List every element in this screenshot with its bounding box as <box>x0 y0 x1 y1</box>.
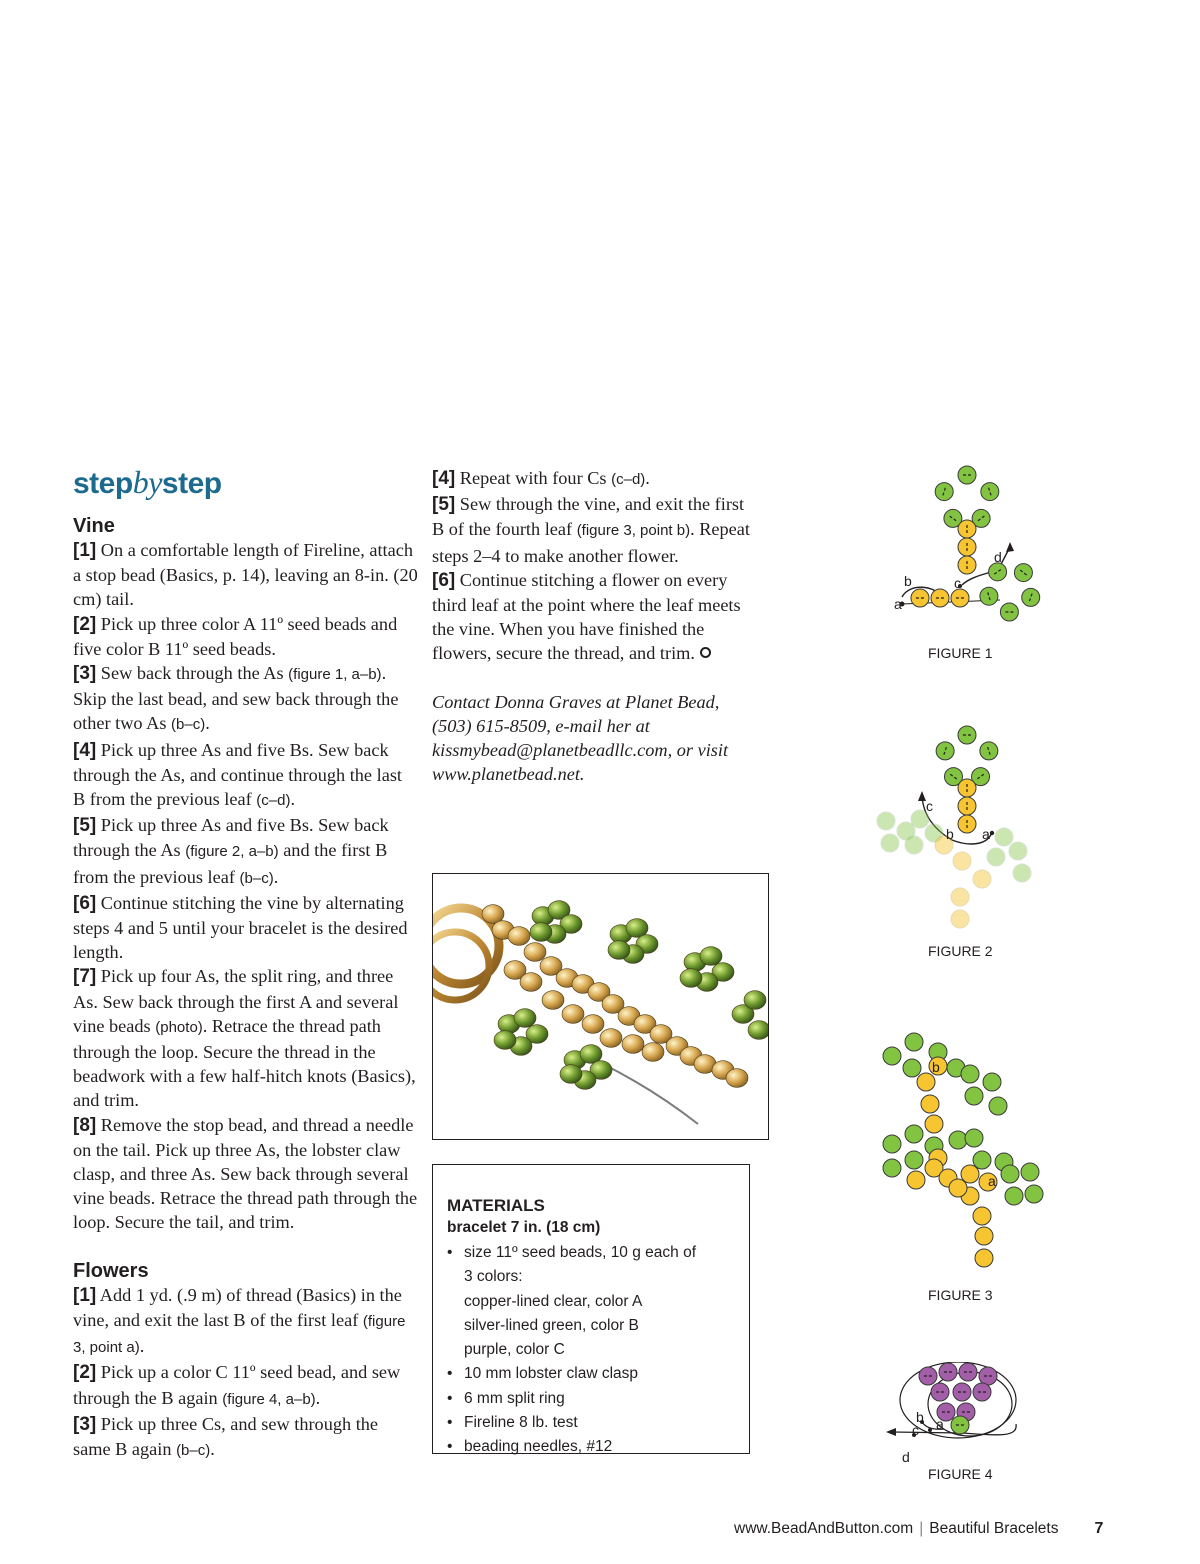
footer-title: Beautiful Bracelets <box>929 1520 1059 1537</box>
step-text: Repeat with four Cs <box>455 468 612 488</box>
leaf-bead <box>935 483 953 501</box>
figure-4-label-a: a <box>936 1416 944 1432</box>
leaf-bead-b <box>965 1129 983 1147</box>
faded-bead-b <box>905 836 923 854</box>
step-number: [8] <box>73 1114 97 1136</box>
figure-2-diagram <box>870 725 1050 940</box>
leaf-bead-b <box>989 1097 1007 1115</box>
flowers-cont-step-2 <box>432 492 752 568</box>
photo-bead <box>520 973 542 992</box>
step-text: . <box>315 1387 321 1408</box>
leaf-bead <box>936 742 954 760</box>
photo-bead <box>622 1035 644 1054</box>
figure-reference: (figure 1, a–b) <box>288 666 382 684</box>
bracelet-photo <box>432 873 769 1140</box>
flowers-step-1 <box>73 1283 418 1361</box>
leaf-bead-b <box>951 1416 969 1434</box>
leaf-bead <box>958 726 976 744</box>
vine-bead-a <box>975 1249 993 1267</box>
vine-step-7 <box>73 964 418 1112</box>
vine-bead-a <box>921 1095 939 1113</box>
faded-bead-a <box>953 852 971 870</box>
figure-2-label-a: a <box>982 826 990 842</box>
vine-bead-a <box>958 815 976 833</box>
step-number: [1] <box>73 1284 97 1306</box>
leaf-bead <box>980 742 998 760</box>
figure-reference: (b–c) <box>176 1441 211 1459</box>
step-number: [3] <box>73 663 97 685</box>
materials-list <box>447 1241 749 1460</box>
figure-4-caption: FIGURE 4 <box>928 1466 993 1482</box>
figure-4-diagram <box>870 1362 1050 1467</box>
photo-bead <box>524 943 546 962</box>
vine-step-4 <box>73 738 418 814</box>
figure-2-label-c: c <box>926 798 933 814</box>
flower-bead-c <box>939 1363 957 1381</box>
step-text: . <box>273 866 279 887</box>
vine-bead-a <box>949 1179 967 1197</box>
vine-bead-a <box>931 589 949 607</box>
step-text: . <box>205 713 210 734</box>
step-text: . <box>290 789 296 810</box>
figure-1-caption: FIGURE 1 <box>928 645 993 661</box>
step-text: Pick up three color A 11º seed beads and five color B 11º seed beads. <box>73 613 398 659</box>
figure-3-diagram <box>870 1020 1050 1285</box>
vine-bead-a <box>951 589 969 607</box>
materials-item: • beading needles, #12 <box>447 1435 749 1459</box>
flowers-step-2 <box>73 1360 418 1411</box>
faded-bead-b <box>1013 864 1031 882</box>
flower-bead-c <box>973 1383 991 1401</box>
flower-bead-c <box>931 1383 949 1401</box>
step-text: . <box>139 1336 145 1357</box>
photo-bead <box>560 1065 582 1084</box>
flowers-cont-step-3 <box>432 568 752 666</box>
step-text: . <box>210 1438 215 1459</box>
vine-bead-a <box>925 1115 943 1133</box>
faded-bead-b <box>1009 842 1027 860</box>
leaf-bead-b <box>905 1125 923 1143</box>
leaf-bead <box>958 466 976 484</box>
photo-bead <box>748 1021 768 1040</box>
vine-step-6 <box>73 891 418 965</box>
materials-heading: MATERIALS <box>447 1196 545 1215</box>
leaf-bead <box>1000 603 1018 621</box>
step-text: Pick up three As and five Bs. Sew back through the As, and continue through the last B from the previous leaf <box>73 739 403 810</box>
vine-step-1 <box>73 538 418 612</box>
vine-bead-a <box>975 1227 993 1245</box>
flowers-step-3 <box>73 1412 418 1463</box>
leaf-bead <box>1022 588 1040 606</box>
figure-reference: (figure 2, a–b) <box>185 843 279 861</box>
leaf-bead-b <box>1001 1165 1019 1183</box>
flowers-steps <box>73 1283 418 1463</box>
step-number: [6] <box>73 892 97 914</box>
vine-bead-a <box>958 520 976 538</box>
photo-bead <box>600 1029 622 1048</box>
step-text: . Repeat steps 2–4 to make another flower. <box>432 519 750 566</box>
figure-3-caption: FIGURE 3 <box>928 1287 993 1303</box>
photo-bead <box>744 991 766 1010</box>
figure-3-label-a: a <box>988 1173 996 1189</box>
step-text: Add 1 yd. (.9 m) of thread (Basics) in the vine, and exit the last B of the first leaf <box>73 1284 402 1330</box>
materials-item: silver-lined green, color B <box>464 1316 639 1334</box>
figure-2-caption: FIGURE 2 <box>928 943 993 959</box>
photo-bead <box>542 991 564 1010</box>
figure-1-label-d: d <box>994 549 1002 565</box>
page-number: 7 <box>1094 1520 1104 1537</box>
photo-bead <box>582 1015 604 1034</box>
step-number: [6] <box>432 569 456 591</box>
leaf-bead-b <box>883 1135 901 1153</box>
step-number: [1] <box>73 540 97 561</box>
step-number: [4] <box>432 468 456 489</box>
step-text: On a comfortable length of Fireline, attach a stop bead (Basics, p. 14), leaving an 8-in. (20 cm) tail. <box>73 540 418 610</box>
flowers-steps-continued <box>432 466 752 666</box>
step-number: [5] <box>432 494 456 516</box>
footer-site: www.BeadAndButton.com <box>734 1520 914 1537</box>
step-text: Continue stitching a flower on every third leaf at the point where the leaf meets the vine. When you have finished the flowers, secure the thread, and trim. <box>432 569 741 664</box>
photo-bead <box>642 1043 664 1062</box>
figure-1-label-a: a <box>894 596 902 612</box>
materials-item: • size 11º seed beads, 10 g each of <box>447 1241 749 1265</box>
figure-reference: (c–d) <box>611 471 646 488</box>
vine-bead-a <box>907 1171 925 1189</box>
figure-1-label-b: b <box>904 573 912 589</box>
vine-bead-a <box>961 1165 979 1183</box>
brand-heading: stepbystep <box>73 464 222 500</box>
leaf-bead-b <box>903 1059 921 1077</box>
materials-item: • 6 mm split ring <box>447 1387 749 1411</box>
leaf-bead-b <box>1005 1187 1023 1205</box>
step-text: Sew back through the As <box>96 663 289 684</box>
leaf-bead <box>1014 564 1032 582</box>
materials-item: 3 colors: <box>464 1268 523 1286</box>
step-text: Sew through the vine, and exit the first B of the fourth leaf <box>432 494 745 540</box>
contact-info: Contact Donna Graves at Planet Bead, (503) 615-8509, e-mail her at kissmybead@planetbeadllc.com, or visit www.planetbead.net. <box>432 691 729 785</box>
vine-bead-a <box>958 538 976 556</box>
figure-reference: (b–c) <box>239 869 274 887</box>
materials-subheading: bracelet 7 in. (18 cm) <box>447 1219 601 1236</box>
vine-bead-a <box>958 797 976 815</box>
faded-bead-b <box>995 828 1013 846</box>
step-text: Continue stitching the vine by alternating steps 4 and 5 until your bracelet is the desired length. <box>73 892 408 963</box>
step-number: [4] <box>73 739 97 761</box>
figure-4-label-b: b <box>916 1409 924 1425</box>
leaf-bead-b <box>983 1073 1001 1091</box>
vine-step-2 <box>73 612 418 661</box>
faded-bead-a <box>951 910 969 928</box>
step-text: Remove the stop bead, and thread a needle on the tail. Pick up three As, the lobster claw clasp, and three As. Sew back through several vine beads. Retrace the thread path through the loop. Secure the tail, and trim. <box>73 1114 418 1233</box>
faded-bead-b <box>987 848 1005 866</box>
figure-reference: (figure 3, point a) <box>73 1312 406 1357</box>
step-number: [2] <box>73 1362 97 1384</box>
step-number: [3] <box>73 1413 97 1435</box>
materials-item: copper-lined clear, color A <box>464 1292 643 1310</box>
bracelet-illustration <box>433 874 768 1139</box>
vine-step-3 <box>73 661 418 738</box>
vine-bead-a <box>917 1073 935 1091</box>
photo-bead <box>508 927 530 946</box>
vine-step-8 <box>73 1113 418 1235</box>
step-text: Pick up four As, the split ring, and three As. Sew back through the first A and several vine beads <box>73 966 399 1036</box>
leaf-bead-b <box>949 1131 967 1149</box>
vine-bead-a <box>973 1207 991 1225</box>
materials-box <box>432 1164 750 1454</box>
leaf-bead-b <box>973 1151 991 1169</box>
step-text: . <box>645 468 650 488</box>
end-of-article-icon <box>700 647 711 658</box>
flower-bead-c <box>953 1383 971 1401</box>
figure-reference: (photo) <box>155 1018 203 1036</box>
faded-bead-a <box>973 870 991 888</box>
photo-bead <box>494 1031 516 1050</box>
figure-1-diagram <box>870 462 1050 662</box>
faded-bead-b <box>877 812 895 830</box>
step-text: Pick up a color C 11º seed bead, and sew through the B again <box>73 1362 401 1408</box>
photo-bead <box>726 1069 748 1088</box>
photo-bead <box>608 941 630 960</box>
materials-item: • Fireline 8 lb. test <box>447 1411 749 1435</box>
step-text: . Retrace the thread path through the loop. Secure the thread in the beadwork with a few half-hitch knots (Basics), and trim. <box>73 1015 416 1111</box>
middle-column <box>432 466 752 786</box>
step-text: Pick up three As and five Bs. Sew back through the As <box>73 815 389 861</box>
materials-item: • 10 mm lobster claw clasp <box>447 1362 749 1386</box>
flower-bead-c <box>979 1367 997 1385</box>
leaf-bead-b <box>1021 1163 1039 1181</box>
vine-steps <box>73 538 418 1235</box>
photo-bead <box>530 923 552 942</box>
flowers-heading: Flowers <box>73 1259 149 1282</box>
page-footer: www.BeadAndButton.com | Beautiful Bracelets 7 <box>734 1520 1104 1537</box>
faded-bead-b <box>881 834 899 852</box>
figure-4-label-d: d <box>902 1449 910 1465</box>
flowers-cont-step-1 <box>432 466 752 492</box>
leaf-bead <box>981 483 999 501</box>
step-text: and the first B from the previous leaf <box>73 840 388 887</box>
photo-bead <box>680 969 702 988</box>
step-text: Pick up three Cs, and sew through the same B again <box>73 1413 379 1459</box>
vine-heading: Vine <box>73 515 115 537</box>
leaf-bead-b <box>905 1151 923 1169</box>
leaf-bead <box>989 563 1007 581</box>
vine-bead-a <box>911 589 929 607</box>
leaf-bead-b <box>883 1159 901 1177</box>
flower-bead-c <box>919 1367 937 1385</box>
vine-step-5 <box>73 813 418 891</box>
figure-2-label-b: b <box>946 826 954 842</box>
leaf-bead-b <box>961 1065 979 1083</box>
leaf-bead-b <box>1025 1185 1043 1203</box>
vine-bead-a <box>958 779 976 797</box>
figure-reference: (figure 3, point b) <box>576 522 691 540</box>
flower-bead-c <box>959 1363 977 1381</box>
leaf-bead-b <box>905 1033 923 1051</box>
figure-reference: (b–c) <box>171 716 206 734</box>
step-number: [2] <box>73 613 97 635</box>
materials-item: purple, color C <box>464 1341 565 1359</box>
vine-bead-a <box>958 556 976 574</box>
leaf-bead <box>980 587 998 605</box>
figure-4-label-c: c <box>912 1422 919 1438</box>
photo-bead <box>562 1005 584 1024</box>
step-number: [5] <box>73 815 97 837</box>
leaf-bead-b <box>883 1047 901 1065</box>
left-column <box>73 466 418 1463</box>
step-text: . Skip the last bead, and sew back through the other two As <box>73 663 399 734</box>
step-number: [7] <box>73 966 97 988</box>
faded-bead-a <box>951 888 969 906</box>
leaf-bead-b <box>965 1087 983 1105</box>
photo-bead <box>514 1009 536 1028</box>
figure-1-label-c: c <box>954 575 961 591</box>
figure-reference: (c–d) <box>256 792 291 810</box>
figure-reference: (figure 4, a–b) <box>222 1390 316 1408</box>
photo-bead <box>700 947 722 966</box>
figure-3-label-b: b <box>932 1059 940 1075</box>
